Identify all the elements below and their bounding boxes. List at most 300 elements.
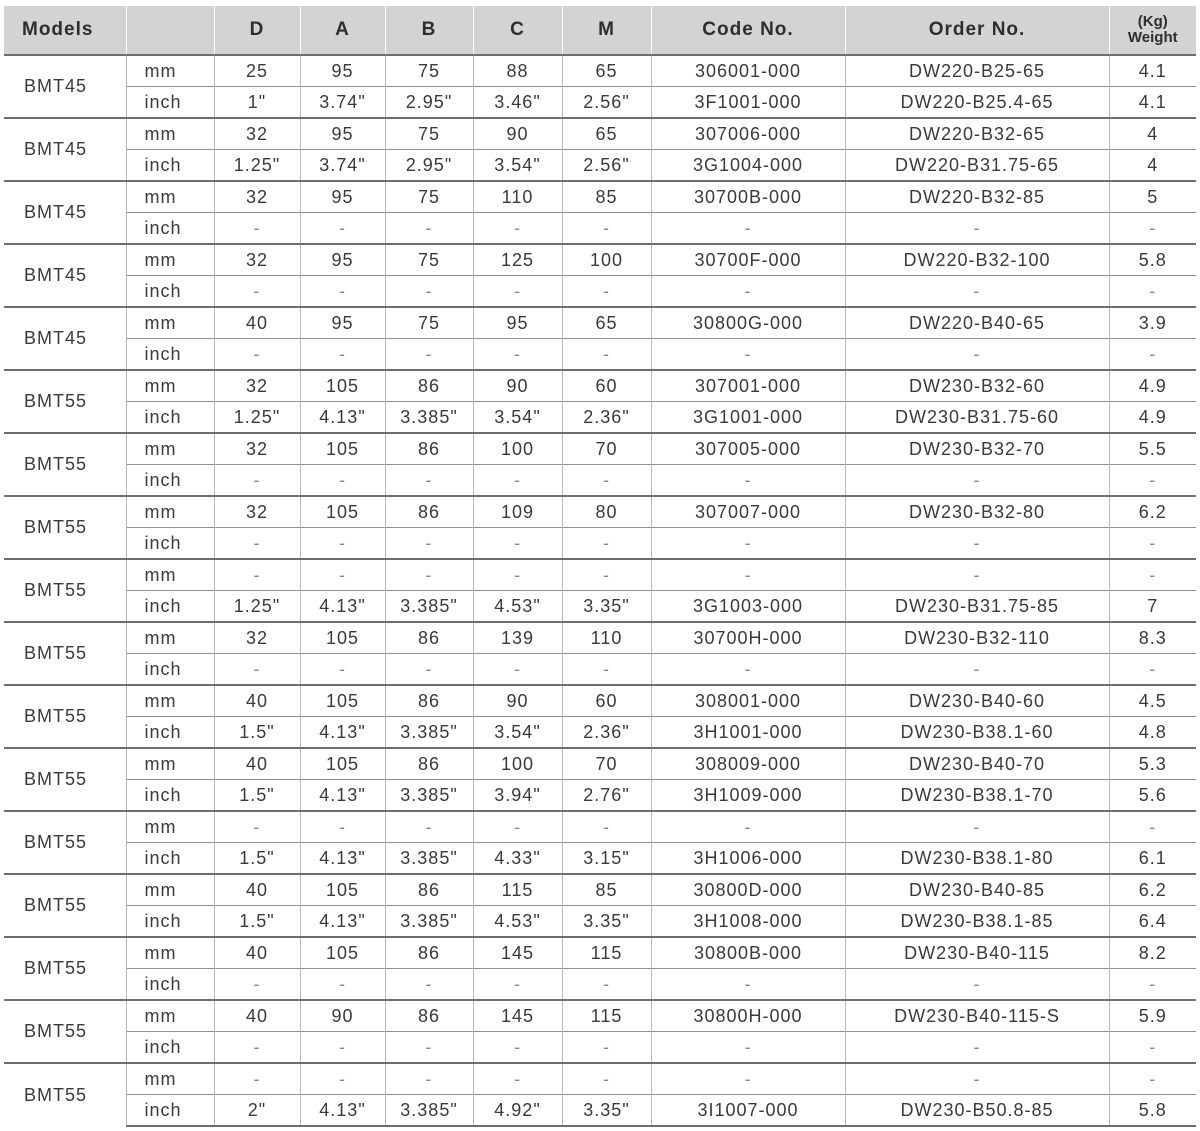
- weight-cell: 5.3: [1109, 748, 1196, 780]
- d-cell: 1.25": [214, 402, 300, 434]
- unit-cell: mm: [126, 55, 214, 87]
- m-cell: -: [562, 528, 651, 560]
- d-cell: 1": [214, 87, 300, 119]
- weight-cell: 4.1: [1109, 55, 1196, 87]
- c-cell: -: [473, 1032, 562, 1064]
- unit-cell: mm: [126, 811, 214, 843]
- c-cell: 4.33": [473, 843, 562, 875]
- weight-cell: 4.8: [1109, 717, 1196, 749]
- a-cell: 105: [300, 622, 385, 654]
- a-cell: 90: [300, 1000, 385, 1032]
- a-cell: -: [300, 811, 385, 843]
- b-cell: -: [385, 969, 473, 1001]
- m-cell: 2.36": [562, 717, 651, 749]
- d-cell: 1.5": [214, 906, 300, 938]
- table-row: [4, 528, 1196, 560]
- c-cell: 3.54": [473, 150, 562, 182]
- a-cell: 4.13": [300, 843, 385, 875]
- header-unit: [126, 6, 214, 55]
- code-no-cell: 30800D-000: [651, 874, 845, 906]
- code-no-cell: 30800G-000: [651, 307, 845, 339]
- a-cell: -: [300, 528, 385, 560]
- unit-cell: mm: [126, 748, 214, 780]
- order-no-cell: DW230-B50.8-85: [845, 1095, 1109, 1127]
- c-cell: 4.53": [473, 591, 562, 623]
- d-cell: 40: [214, 307, 300, 339]
- header-c: C: [473, 6, 562, 55]
- b-cell: 75: [385, 307, 473, 339]
- weight-cell: -: [1109, 969, 1196, 1001]
- a-cell: 95: [300, 244, 385, 276]
- order-no-cell: -: [845, 528, 1109, 560]
- d-cell: 32: [214, 244, 300, 276]
- m-cell: 3.15": [562, 843, 651, 875]
- a-cell: 95: [300, 118, 385, 150]
- table-row: [4, 717, 1196, 749]
- table-row: [4, 339, 1196, 371]
- model-cell: BMT45: [4, 244, 126, 307]
- c-cell: 3.54": [473, 717, 562, 749]
- order-no-cell: -: [845, 465, 1109, 497]
- code-no-cell: 30800B-000: [651, 937, 845, 969]
- unit-cell: inch: [126, 1032, 214, 1064]
- weight-cell: 6.2: [1109, 496, 1196, 528]
- code-no-cell: 308001-000: [651, 685, 845, 717]
- unit-cell: inch: [126, 906, 214, 938]
- m-cell: -: [562, 969, 651, 1001]
- m-cell: 115: [562, 1000, 651, 1032]
- b-cell: 2.95": [385, 87, 473, 119]
- order-no-cell: DW230-B32-60: [845, 370, 1109, 402]
- code-no-cell: 3G1004-000: [651, 150, 845, 182]
- table-row: [4, 1032, 1196, 1064]
- b-cell: 86: [385, 685, 473, 717]
- b-cell: -: [385, 1063, 473, 1095]
- unit-cell: inch: [126, 150, 214, 182]
- d-cell: 40: [214, 685, 300, 717]
- m-cell: 85: [562, 874, 651, 906]
- code-no-cell: 3I1007-000: [651, 1095, 845, 1127]
- order-no-cell: DW230-B32-80: [845, 496, 1109, 528]
- table-row: [4, 496, 1196, 528]
- a-cell: 4.13": [300, 591, 385, 623]
- m-cell: -: [562, 339, 651, 371]
- model-cell: BMT55: [4, 1063, 126, 1126]
- b-cell: 86: [385, 370, 473, 402]
- code-no-cell: 307006-000: [651, 118, 845, 150]
- a-cell: 4.13": [300, 780, 385, 812]
- table-row: [4, 150, 1196, 182]
- code-no-cell: 307007-000: [651, 496, 845, 528]
- order-no-cell: DW220-B25-65: [845, 55, 1109, 87]
- weight-cell: 5.9: [1109, 1000, 1196, 1032]
- a-cell: 105: [300, 685, 385, 717]
- code-no-cell: 308009-000: [651, 748, 845, 780]
- order-no-cell: -: [845, 213, 1109, 245]
- order-no-cell: DW230-B40-115-S: [845, 1000, 1109, 1032]
- c-cell: 4.53": [473, 906, 562, 938]
- header-row: [4, 6, 1196, 55]
- b-cell: 3.385": [385, 591, 473, 623]
- d-cell: 40: [214, 748, 300, 780]
- unit-cell: mm: [126, 874, 214, 906]
- m-cell: -: [562, 276, 651, 308]
- b-cell: 3.385": [385, 906, 473, 938]
- a-cell: 3.74": [300, 87, 385, 119]
- m-cell: 3.35": [562, 1095, 651, 1127]
- weight-cell: -: [1109, 276, 1196, 308]
- c-cell: -: [473, 1063, 562, 1095]
- model-cell: BMT55: [4, 874, 126, 937]
- code-no-cell: -: [651, 339, 845, 371]
- weight-cell: 5.5: [1109, 433, 1196, 465]
- c-cell: 139: [473, 622, 562, 654]
- table-row: [4, 1063, 1196, 1095]
- b-cell: -: [385, 1032, 473, 1064]
- c-cell: -: [473, 811, 562, 843]
- unit-cell: mm: [126, 622, 214, 654]
- m-cell: 2.36": [562, 402, 651, 434]
- table-row: [4, 55, 1196, 87]
- m-cell: 60: [562, 685, 651, 717]
- order-no-cell: -: [845, 339, 1109, 371]
- order-no-cell: -: [845, 276, 1109, 308]
- spec-table: [4, 6, 1196, 1127]
- b-cell: -: [385, 811, 473, 843]
- order-no-cell: DW220-B32-100: [845, 244, 1109, 276]
- c-cell: -: [473, 339, 562, 371]
- d-cell: -: [214, 528, 300, 560]
- a-cell: 4.13": [300, 402, 385, 434]
- c-cell: 90: [473, 118, 562, 150]
- a-cell: 3.74": [300, 150, 385, 182]
- unit-cell: inch: [126, 654, 214, 686]
- unit-cell: inch: [126, 969, 214, 1001]
- unit-cell: inch: [126, 528, 214, 560]
- unit-cell: mm: [126, 559, 214, 591]
- code-no-cell: -: [651, 559, 845, 591]
- order-no-cell: -: [845, 811, 1109, 843]
- order-no-cell: DW230-B38.1-60: [845, 717, 1109, 749]
- weight-cell: 5.8: [1109, 244, 1196, 276]
- d-cell: 1.5": [214, 780, 300, 812]
- code-no-cell: 30700F-000: [651, 244, 845, 276]
- unit-cell: inch: [126, 1095, 214, 1127]
- weight-cell: 4.5: [1109, 685, 1196, 717]
- unit-cell: inch: [126, 87, 214, 119]
- code-no-cell: 3H1009-000: [651, 780, 845, 812]
- weight-cell: -: [1109, 339, 1196, 371]
- unit-cell: inch: [126, 276, 214, 308]
- d-cell: 32: [214, 433, 300, 465]
- a-cell: 4.13": [300, 1095, 385, 1127]
- order-no-cell: DW220-B25.4-65: [845, 87, 1109, 119]
- unit-cell: inch: [126, 843, 214, 875]
- model-cell: BMT55: [4, 937, 126, 1000]
- unit-cell: inch: [126, 717, 214, 749]
- table-row: [4, 213, 1196, 245]
- unit-cell: mm: [126, 685, 214, 717]
- a-cell: 4.13": [300, 906, 385, 938]
- c-cell: -: [473, 654, 562, 686]
- d-cell: 25: [214, 55, 300, 87]
- m-cell: 65: [562, 307, 651, 339]
- m-cell: 110: [562, 622, 651, 654]
- model-cell: BMT45: [4, 181, 126, 244]
- d-cell: -: [214, 1063, 300, 1095]
- b-cell: 86: [385, 622, 473, 654]
- code-no-cell: -: [651, 654, 845, 686]
- code-no-cell: 3G1003-000: [651, 591, 845, 623]
- weight-cell: -: [1109, 654, 1196, 686]
- unit-cell: mm: [126, 496, 214, 528]
- table-row: [4, 874, 1196, 906]
- table-row: [4, 906, 1196, 938]
- d-cell: 32: [214, 622, 300, 654]
- order-no-cell: DW220-B32-85: [845, 181, 1109, 213]
- b-cell: 86: [385, 1000, 473, 1032]
- table-row: [4, 685, 1196, 717]
- table-row: [4, 748, 1196, 780]
- c-cell: -: [473, 276, 562, 308]
- weight-cell: 4.1: [1109, 87, 1196, 119]
- a-cell: 95: [300, 55, 385, 87]
- m-cell: -: [562, 1063, 651, 1095]
- c-cell: 3.94": [473, 780, 562, 812]
- table-row: [4, 402, 1196, 434]
- c-cell: 90: [473, 685, 562, 717]
- a-cell: 105: [300, 496, 385, 528]
- a-cell: -: [300, 1032, 385, 1064]
- order-no-cell: DW230-B31.75-85: [845, 591, 1109, 623]
- m-cell: 115: [562, 937, 651, 969]
- table-row: [4, 559, 1196, 591]
- table-row: [4, 181, 1196, 213]
- c-cell: 145: [473, 937, 562, 969]
- c-cell: -: [473, 213, 562, 245]
- code-no-cell: 30800H-000: [651, 1000, 845, 1032]
- b-cell: 75: [385, 181, 473, 213]
- unit-cell: inch: [126, 591, 214, 623]
- d-cell: -: [214, 339, 300, 371]
- weight-cell: 4.9: [1109, 370, 1196, 402]
- table-row: [4, 780, 1196, 812]
- code-no-cell: -: [651, 276, 845, 308]
- m-cell: -: [562, 213, 651, 245]
- c-cell: 109: [473, 496, 562, 528]
- m-cell: 65: [562, 118, 651, 150]
- d-cell: 32: [214, 370, 300, 402]
- weight-cell: 4: [1109, 150, 1196, 182]
- d-cell: 1.5": [214, 843, 300, 875]
- b-cell: -: [385, 654, 473, 686]
- order-no-cell: DW220-B32-65: [845, 118, 1109, 150]
- header-order-no: Order No.: [845, 6, 1109, 55]
- c-cell: 3.54": [473, 402, 562, 434]
- unit-cell: mm: [126, 433, 214, 465]
- model-cell: BMT55: [4, 370, 126, 433]
- unit-cell: inch: [126, 213, 214, 245]
- d-cell: 1.5": [214, 717, 300, 749]
- d-cell: 32: [214, 118, 300, 150]
- code-no-cell: -: [651, 528, 845, 560]
- model-cell: BMT55: [4, 811, 126, 874]
- header-weight-label: Weight: [1127, 29, 1178, 46]
- table-row: [4, 591, 1196, 623]
- header-weight: [1109, 6, 1196, 55]
- table-row: [4, 433, 1196, 465]
- a-cell: 95: [300, 181, 385, 213]
- table-row: [4, 654, 1196, 686]
- header-d: D: [214, 6, 300, 55]
- header-weight-unit: (Kg): [1137, 13, 1168, 30]
- order-no-cell: DW230-B38.1-80: [845, 843, 1109, 875]
- code-no-cell: 3F1001-000: [651, 87, 845, 119]
- table-row: [4, 937, 1196, 969]
- c-cell: -: [473, 559, 562, 591]
- b-cell: -: [385, 559, 473, 591]
- unit-cell: inch: [126, 339, 214, 371]
- unit-cell: mm: [126, 244, 214, 276]
- weight-cell: -: [1109, 465, 1196, 497]
- b-cell: -: [385, 528, 473, 560]
- weight-cell: 6.4: [1109, 906, 1196, 938]
- d-cell: 1.25": [214, 150, 300, 182]
- model-cell: BMT45: [4, 118, 126, 181]
- a-cell: 105: [300, 370, 385, 402]
- b-cell: 86: [385, 874, 473, 906]
- order-no-cell: DW230-B40-60: [845, 685, 1109, 717]
- code-no-cell: 3H1006-000: [651, 843, 845, 875]
- table-body: [4, 55, 1196, 1126]
- weight-cell: 4.9: [1109, 402, 1196, 434]
- header-code-no: Code No.: [651, 6, 845, 55]
- code-no-cell: -: [651, 213, 845, 245]
- unit-cell: mm: [126, 181, 214, 213]
- d-cell: 32: [214, 496, 300, 528]
- model-cell: BMT45: [4, 55, 126, 118]
- a-cell: -: [300, 276, 385, 308]
- code-no-cell: 30700H-000: [651, 622, 845, 654]
- a-cell: 105: [300, 748, 385, 780]
- m-cell: -: [562, 811, 651, 843]
- d-cell: -: [214, 465, 300, 497]
- c-cell: 3.46": [473, 87, 562, 119]
- weight-cell: 4: [1109, 118, 1196, 150]
- b-cell: 3.385": [385, 402, 473, 434]
- order-no-cell: -: [845, 654, 1109, 686]
- m-cell: -: [562, 465, 651, 497]
- unit-cell: mm: [126, 937, 214, 969]
- model-cell: BMT55: [4, 1000, 126, 1063]
- c-cell: -: [473, 528, 562, 560]
- table-row: [4, 969, 1196, 1001]
- m-cell: 3.35": [562, 906, 651, 938]
- a-cell: -: [300, 559, 385, 591]
- code-no-cell: 3H1001-000: [651, 717, 845, 749]
- code-no-cell: 306001-000: [651, 55, 845, 87]
- code-no-cell: 3H1008-000: [651, 906, 845, 938]
- b-cell: 75: [385, 55, 473, 87]
- m-cell: 100: [562, 244, 651, 276]
- order-no-cell: DW220-B40-65: [845, 307, 1109, 339]
- order-no-cell: DW230-B38.1-85: [845, 906, 1109, 938]
- order-no-cell: -: [845, 969, 1109, 1001]
- a-cell: 105: [300, 937, 385, 969]
- c-cell: 125: [473, 244, 562, 276]
- a-cell: 105: [300, 433, 385, 465]
- m-cell: 85: [562, 181, 651, 213]
- c-cell: 88: [473, 55, 562, 87]
- c-cell: 145: [473, 1000, 562, 1032]
- weight-cell: -: [1109, 528, 1196, 560]
- table-row: [4, 465, 1196, 497]
- b-cell: 3.385": [385, 1095, 473, 1127]
- table-row: [4, 307, 1196, 339]
- weight-cell: 3.9: [1109, 307, 1196, 339]
- m-cell: 2.76": [562, 780, 651, 812]
- d-cell: -: [214, 811, 300, 843]
- weight-cell: 6.2: [1109, 874, 1196, 906]
- order-no-cell: DW230-B31.75-60: [845, 402, 1109, 434]
- code-no-cell: 30700B-000: [651, 181, 845, 213]
- a-cell: 4.13": [300, 717, 385, 749]
- code-no-cell: -: [651, 465, 845, 497]
- order-no-cell: DW230-B40-85: [845, 874, 1109, 906]
- m-cell: 80: [562, 496, 651, 528]
- a-cell: -: [300, 213, 385, 245]
- c-cell: 100: [473, 433, 562, 465]
- code-no-cell: -: [651, 969, 845, 1001]
- d-cell: -: [214, 276, 300, 308]
- order-no-cell: DW230-B40-115: [845, 937, 1109, 969]
- code-no-cell: 307001-000: [651, 370, 845, 402]
- code-no-cell: -: [651, 811, 845, 843]
- d-cell: 40: [214, 937, 300, 969]
- d-cell: -: [214, 969, 300, 1001]
- model-cell: BMT55: [4, 496, 126, 559]
- a-cell: 105: [300, 874, 385, 906]
- m-cell: 65: [562, 55, 651, 87]
- table-row: [4, 811, 1196, 843]
- weight-cell: -: [1109, 811, 1196, 843]
- m-cell: 70: [562, 748, 651, 780]
- a-cell: -: [300, 465, 385, 497]
- weight-cell: 7: [1109, 591, 1196, 623]
- c-cell: 90: [473, 370, 562, 402]
- m-cell: 2.56": [562, 150, 651, 182]
- header-m: M: [562, 6, 651, 55]
- unit-cell: mm: [126, 307, 214, 339]
- d-cell: 32: [214, 181, 300, 213]
- m-cell: 3.35": [562, 591, 651, 623]
- d-cell: 2": [214, 1095, 300, 1127]
- weight-cell: 5.6: [1109, 780, 1196, 812]
- b-cell: -: [385, 213, 473, 245]
- weight-cell: 6.1: [1109, 843, 1196, 875]
- order-no-cell: DW230-B40-70: [845, 748, 1109, 780]
- c-cell: 95: [473, 307, 562, 339]
- b-cell: -: [385, 276, 473, 308]
- b-cell: 3.385": [385, 780, 473, 812]
- weight-cell: 8.2: [1109, 937, 1196, 969]
- weight-cell: 5: [1109, 181, 1196, 213]
- unit-cell: mm: [126, 370, 214, 402]
- a-cell: -: [300, 654, 385, 686]
- d-cell: 40: [214, 1000, 300, 1032]
- b-cell: -: [385, 339, 473, 371]
- table-row: [4, 118, 1196, 150]
